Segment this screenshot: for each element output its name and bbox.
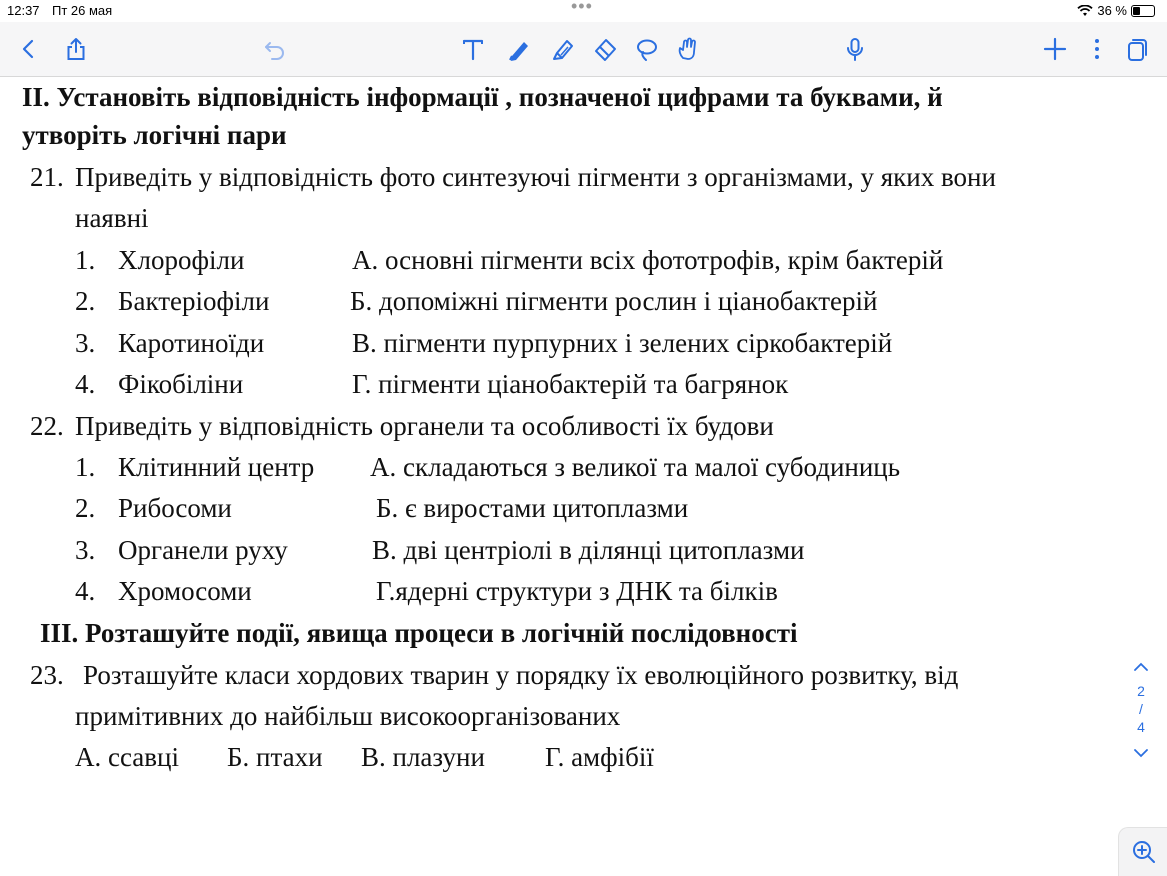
q22-item-match: А. складаються з великої та малої субодиниць xyxy=(370,452,901,482)
q22-number: 22. xyxy=(30,411,64,441)
q22-item-term: Хромосоми xyxy=(118,576,252,606)
wifi-icon xyxy=(1077,5,1093,17)
q23-number: 23. xyxy=(30,660,64,690)
section2-title-line2: утворіть логічні пари xyxy=(22,120,287,150)
q21-text-line2: наявні xyxy=(75,203,149,233)
pages-icon[interactable] xyxy=(1122,34,1152,64)
q21-item-term: Фікобіліни xyxy=(118,369,244,399)
q22-item-num: 4. xyxy=(75,576,96,606)
page-separator: / xyxy=(1139,701,1143,717)
q22-item-match: Г.ядерні структури з ДНК та білків xyxy=(376,576,778,606)
undo-icon[interactable] xyxy=(260,34,290,64)
q22-item-term: Рибосоми xyxy=(118,493,232,523)
text-tool-icon[interactable] xyxy=(458,34,488,64)
page-down-icon[interactable] xyxy=(1128,746,1154,768)
q21-text-line1: Приведіть у відповідність фото синтезуючі пігменти з організмами, у яких вони xyxy=(75,162,996,192)
page-indicator xyxy=(1128,660,1154,768)
zoom-in-icon xyxy=(1131,839,1157,865)
highlighter-icon[interactable] xyxy=(548,34,578,64)
q22-text: Приведіть у відповідність органели та особливості їх будови xyxy=(75,411,774,441)
battery-percent: 36 % xyxy=(1097,3,1127,18)
q21-item-match: В. пігменти пурпурних і зелених сіркобактерій xyxy=(352,328,893,358)
q21-item-term: Каротиноїди xyxy=(118,328,265,358)
q22-item-num: 3. xyxy=(75,535,96,565)
section3-title: III. Розташуйте події, явища процеси в логічній послідовності xyxy=(40,618,798,648)
q22-item-match: Б. є виростами цитоплазми xyxy=(376,493,689,523)
q23-option: Г. амфібії xyxy=(545,742,654,772)
eraser-icon[interactable] xyxy=(590,34,620,64)
q21-item-num: 1. xyxy=(75,245,96,275)
q23-option: Б. птахи xyxy=(227,742,323,772)
multitasking-dots-icon[interactable]: ••• xyxy=(571,0,593,16)
q23-option: А. ссавці xyxy=(75,742,179,772)
q21-item-num: 3. xyxy=(75,328,96,358)
q21-item-num: 2. xyxy=(75,286,96,316)
lasso-icon[interactable] xyxy=(632,34,662,64)
status-bar xyxy=(0,0,1167,22)
q21-item-term: Бактеріофіли xyxy=(118,286,270,316)
q21-item-match: Б. допоміжні пігменти рослин і ціанобактерій xyxy=(350,286,878,316)
q21-item-num: 4. xyxy=(75,369,96,399)
q21-item-match: Г. пігменти ціанобактерій та багрянок xyxy=(352,369,789,399)
q22-item-match: В. дві центріолі в ділянці цитоплазми xyxy=(372,535,805,565)
page-up-icon[interactable] xyxy=(1128,660,1154,682)
q21-number: 21. xyxy=(30,162,64,192)
q22-item-term: Клітинний центр xyxy=(118,452,315,482)
hand-icon[interactable] xyxy=(673,34,703,64)
zoom-button[interactable] xyxy=(1118,827,1167,876)
pen-icon[interactable] xyxy=(504,34,534,64)
q21-item-term: Хлорофіли xyxy=(118,245,245,275)
microphone-icon[interactable] xyxy=(840,34,870,64)
q22-item-term: Органели руху xyxy=(118,535,288,565)
q23-text-line1: Розташуйте класи хордових тварин у порядку їх еволюційного розвитку, від xyxy=(83,660,959,690)
more-icon[interactable] xyxy=(1082,34,1112,64)
status-time: 12:37 xyxy=(7,3,40,18)
q21-item-match: А. основні пігменти всіх фототрофів, крім бактерій xyxy=(352,245,944,275)
battery-icon xyxy=(1131,5,1155,17)
q22-item-num: 2. xyxy=(75,493,96,523)
page-total: 4 xyxy=(1137,719,1145,735)
status-date: Пт 26 мая xyxy=(52,3,113,18)
q23-option: В. плазуни xyxy=(361,742,485,772)
section2-title-line1: II. Установіть відповідність інформації , позначеної цифрами та буквами, й xyxy=(22,82,943,112)
back-icon[interactable] xyxy=(14,34,44,64)
q23-text-line2: примітивних до найбільш високоорганізованих xyxy=(75,701,621,731)
share-icon[interactable] xyxy=(61,34,91,64)
status-right xyxy=(1077,3,1155,18)
page-current: 2 xyxy=(1137,683,1145,699)
add-icon[interactable] xyxy=(1040,34,1070,64)
q22-item-num: 1. xyxy=(75,452,96,482)
toolbar xyxy=(0,22,1167,77)
